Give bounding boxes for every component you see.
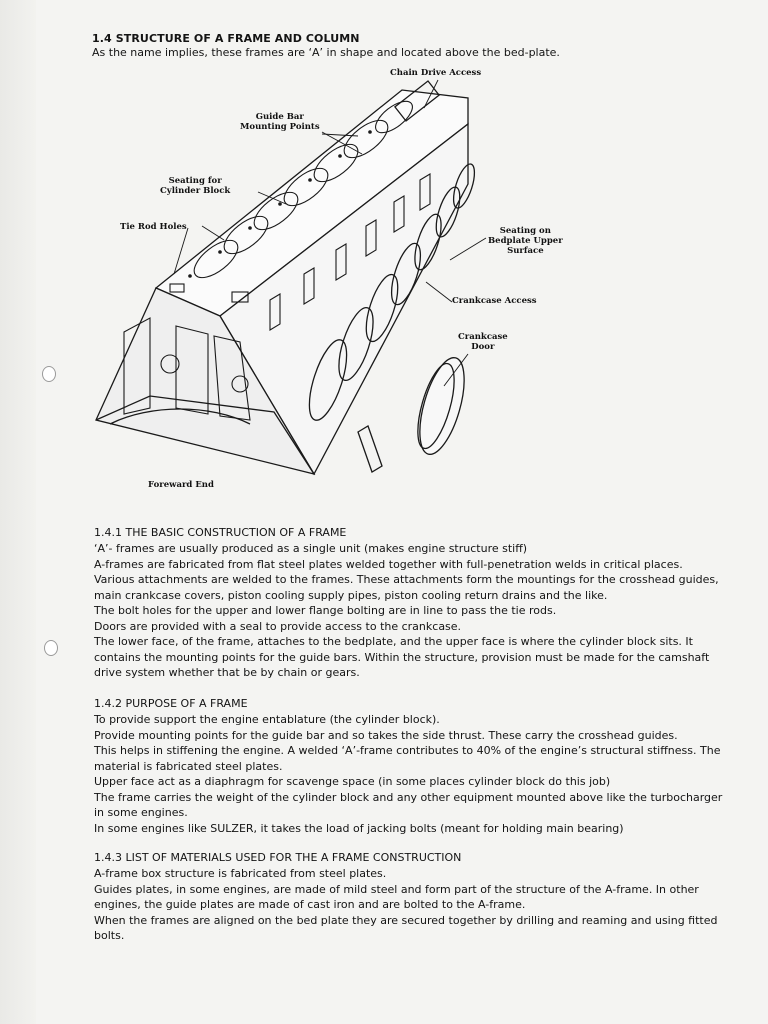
label-seating-bedplate: Seating on Bedplate Upper Surface <box>488 226 563 256</box>
text-line: A-frame box structure is fabricated from steel plates. <box>94 867 387 880</box>
text-line: The lower face, of the frame, attaches to the bedplate, and the upper face is where the cylinder block sits. It <box>94 635 693 648</box>
text-line: When the frames are aligned on the bed plate they are secured together by drilling and reaming and using fitted <box>94 913 718 927</box>
section-title-basic-construction: 1.4.1 THE BASIC CONSTRUCTION OF A FRAME <box>94 526 347 539</box>
text-line: This helps in stiffening the engine. A welded ‘A’-frame contributes to 40% of the engine’s structural stiffness. The <box>94 744 721 757</box>
text-line: To provide support the engine entablature (the cylinder block). <box>94 713 440 726</box>
label-tie-rod-holes: Tie Rod Holes <box>120 222 187 232</box>
punch-hole <box>44 640 58 656</box>
label-guide-bar-mounting: Guide Bar Mounting Points <box>240 112 320 132</box>
punch-hole <box>42 366 56 382</box>
text-line: engines, the guide plates are made of cast iron and are bolted to the A-frame. <box>94 898 526 911</box>
section-body-purpose <box>94 712 734 836</box>
text-line: The frame carries the weight of the cylinder block and any other equipment mounted above like the turbocharger <box>94 790 723 804</box>
text-line: Guides plates, in some engines, are made of mild steel and form part of the structure of the A-frame. In other <box>94 882 699 896</box>
text-line: Provide mounting points for the guide bar and so takes the side thrust. These carry the crosshead guides. <box>94 728 678 742</box>
label-crankcase-door: Crankcase Door <box>458 332 508 352</box>
text-line: bolts. <box>94 929 125 942</box>
section-title-purpose: 1.4.2 PURPOSE OF A FRAME <box>94 697 248 710</box>
text-line: Upper face act as a diaphragm for scavenge space (in some places cylinder block do this job) <box>94 775 611 788</box>
section-title-materials: 1.4.3 LIST OF MATERIALS USED FOR THE A FRAME CONSTRUCTION <box>94 851 462 864</box>
text-line: main crankcase covers, piston cooling supply pipes, piston cooling return drains and the like. <box>94 588 608 602</box>
text-line: A-frames are fabricated from flat steel plates welded together with full-penetration welds in critical places. <box>94 557 683 571</box>
text-line: ‘A’- frames are usually produced as a single unit (makes engine structure stiff) <box>94 542 528 555</box>
label-chain-drive-access: Chain Drive Access <box>390 68 482 78</box>
label-crankcase-access: Crankcase Access <box>452 296 537 306</box>
text-line: contains the mounting points for the guide bars. Within the structure, provision must be made for the camshaft <box>94 650 710 664</box>
a-frame-drawing <box>90 64 590 504</box>
text-line: The bolt holes for the upper and lower flange bolting are in line to pass the tie rods. <box>94 604 557 617</box>
section-body-basic-construction <box>94 541 734 681</box>
label-forward-end: Foreward End <box>148 480 214 490</box>
page-heading: 1.4 STRUCTURE OF A FRAME AND COLUMN <box>92 32 360 45</box>
text-line: material is fabricated steel plates. <box>94 759 283 773</box>
section-body-materials <box>94 866 734 944</box>
a-frame-figure <box>90 64 590 504</box>
text-line: Doors are provided with a seal to provide access to the crankcase. <box>94 619 462 633</box>
text-line: Various attachments are welded to the frames. These attachments form the mountings for the crosshead guides, <box>94 573 719 586</box>
intro-text: As the name implies, these frames are ‘A’ in shape and located above the bed-plate. <box>92 46 560 59</box>
binder-edge <box>0 0 36 1024</box>
text-line: drive system whether that be by chain or gears. <box>94 666 360 679</box>
text-line: In some engines like SULZER, it takes the load of jacking bolts (meant for holding main bearing) <box>94 821 624 835</box>
text-line: in some engines. <box>94 806 188 819</box>
label-seating-cylinder-block: Seating for Cylinder Block <box>160 176 231 196</box>
